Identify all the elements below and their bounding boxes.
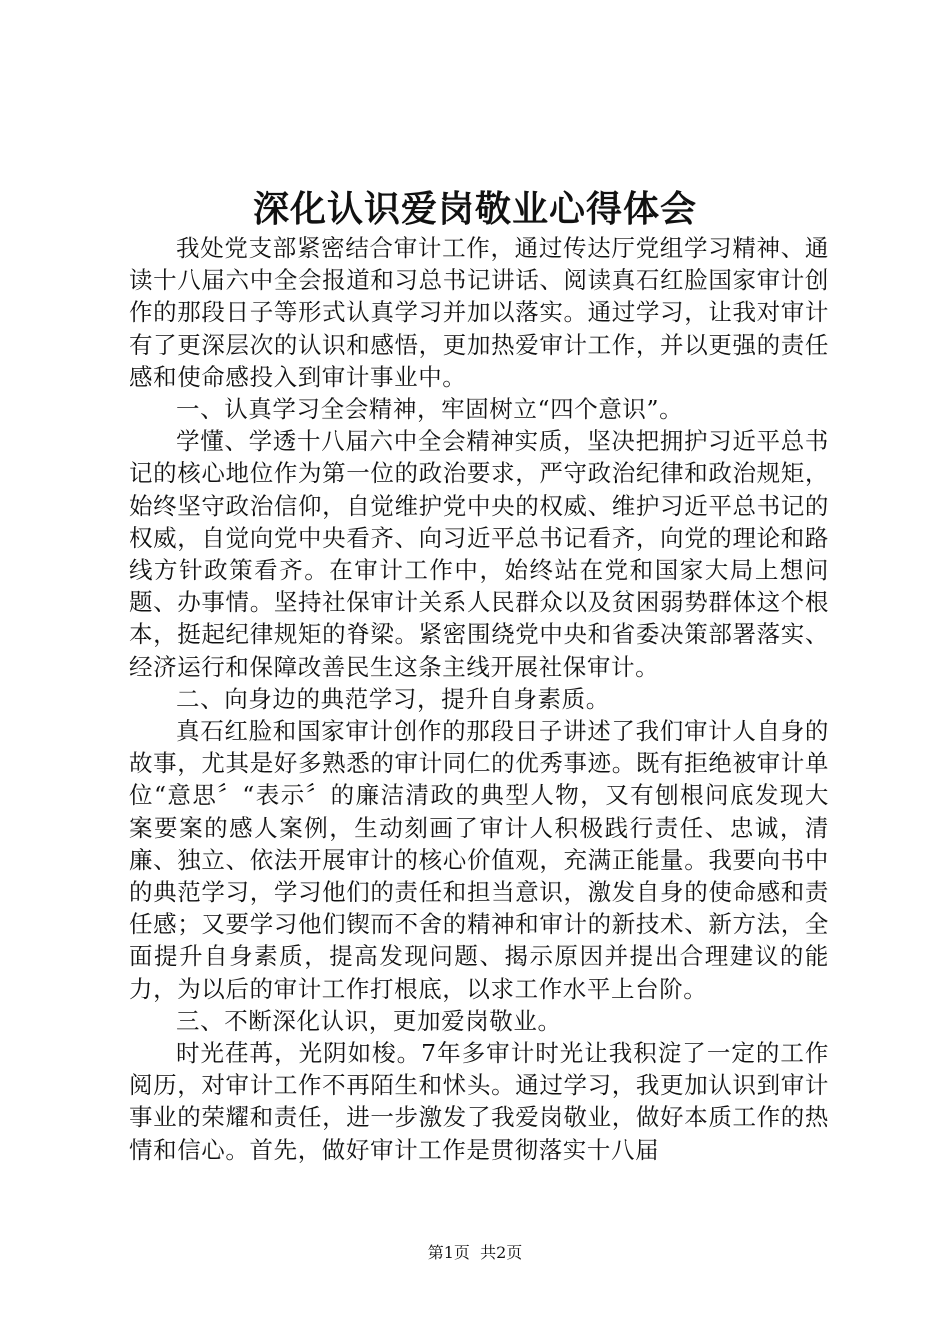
page-total: 共2页 (480, 1243, 523, 1262)
document-body (129, 232, 829, 1166)
page-footer (0, 1242, 950, 1264)
section-heading-3: 三、不断深化认识，更加爱岗敬业。 (176, 1006, 562, 1035)
paragraph-section-1: 学懂、学透十八届六中全会精神实质，坚决把拥护习近平总书记的核心地位作为第一位的政治要求，严守政治纪律和政治规矩，始终坚守政治信仰，自觉维护党中央的权威、维护习近平总书记的权威，自觉向党中央看齐、向习近平总书记看齐，向党的理论和路线方针政策看齐。在审计工作中，始终站在党和国家大局上想问题、办事情。坚持社保审计关系人民群众以及贫困弱势群体这个根本，挺起纪律规矩的脊梁。紧密围绕党中央和省委决策部署落实、经济运行和保障改善民生这条主线开展社保审计。 (129, 427, 829, 681)
section-heading-1: 一、认真学习全会精神，牢固树立“四个意识”。 (176, 395, 684, 424)
paragraph-section-3: 时光荏苒，光阴如梭。7年多审计时光让我积淀了一定的工作阅历，对审计工作不再陌生和怵头。通过学习，我更加认识到审计事业的荣耀和责任，进一步激发了我爱岗敬业，做好本质工作的热情和信心。首先，做好审计工作是贯彻落实十八届 (129, 1039, 829, 1164)
page-number: 第1页 (427, 1243, 470, 1262)
document-title: 深化认识爱岗敬业心得体会 (252, 189, 697, 230)
paragraph-intro: 我处党支部紧密结合审计工作，通过传达厅党组学习精神、通读十八届六中全会报道和习总书记讲话、阅读真石红脸国家审计创作的那段日子等形式认真学习并加以落实。通过学习，让我对审计有了更深层次的认识和感悟，更加热爱审计工作，并以更强的责任感和使命感投入到审计事业中。 (129, 234, 829, 391)
paragraph-section-2: 真石红脸和国家审计创作的那段日子讲述了我们审计人自身的故事，尤其是好多熟悉的审计同仁的优秀事迹。既有拒绝被审计单位“意思〞“表示〞的廉洁清政的典型人物，又有刨根问底发现大案要案的感人案例，生动刻画了审计人积极践行责任、忠诚，清廉、独立、依法开展审计的核心价值观，充满正能量。我要向书中的典范学习，学习他们的责任和担当意识，激发自身的使命感和责任感；又要学习他们锲而不舍的精神和审计的新技术、新方法，全面提升自身素质，提高发现问题、揭示原因并提出合理建议的能力，为以后的审计工作打根底，以求工作水平上台阶。 (129, 717, 829, 1003)
section-heading-2: 二、向身边的典范学习，提升自身素质。 (176, 684, 610, 713)
